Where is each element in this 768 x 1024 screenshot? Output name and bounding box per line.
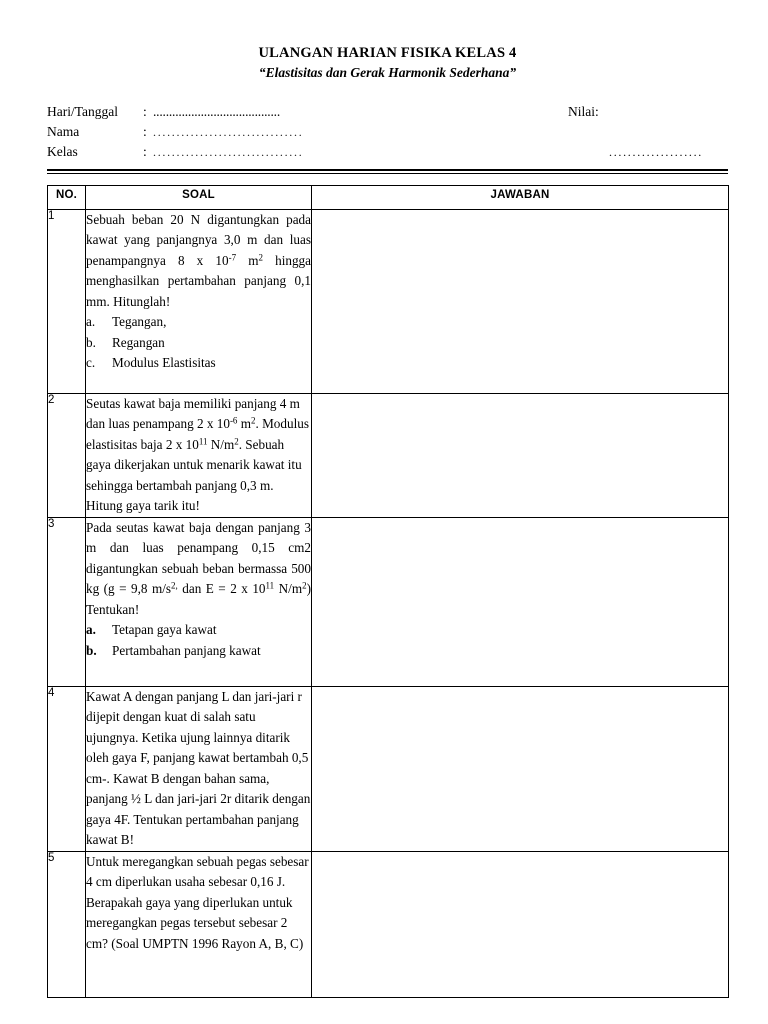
q2-exponent-4: 2 bbox=[234, 436, 239, 447]
identity-block bbox=[47, 102, 728, 162]
question-number: 3 bbox=[48, 517, 86, 686]
question-sublist bbox=[86, 620, 311, 661]
question-body: Kawat A dengan panjang L dan jari-jari r dijepit dengan kuat di salah satu ujungnya. Ketika ujung lainnya ditarik oleh gaya F, panjang kawat bertambah 0,5 cm-. Kawat B dengan bahan sama, panjang ½ L dan jari-jari 2r ditarik dengan gaya 4F. Tentukan pertambahan panjang kawat B! bbox=[86, 688, 311, 848]
table-header-row bbox=[48, 185, 729, 209]
sublist-text: Tetapan gaya kawat bbox=[112, 622, 217, 638]
question-number: 5 bbox=[48, 851, 86, 997]
header-divider bbox=[47, 169, 728, 174]
question-text bbox=[86, 517, 312, 686]
sublist-text: Tegangan, bbox=[112, 314, 167, 330]
question-number: 2 bbox=[48, 393, 86, 517]
title-block bbox=[47, 44, 728, 82]
sublist-text: Regangan bbox=[112, 334, 165, 350]
field-row-nama bbox=[47, 122, 728, 142]
sublist-item bbox=[86, 333, 311, 354]
q1-exponent-2: 2 bbox=[258, 252, 263, 263]
q2-exponent-3: 11 bbox=[198, 436, 208, 447]
question-text bbox=[86, 393, 312, 517]
colon-kelas: : bbox=[143, 143, 147, 159]
q3-seg-2: dan E = 2 x 10 bbox=[177, 581, 266, 597]
question-text bbox=[86, 851, 312, 997]
q1-lead: Sebuah beban 20 N digantungkan pada kawat yang panjangnya 3,0 m dan luas penampangnya 8 x 10 bbox=[86, 211, 311, 268]
colon-nama: : bbox=[143, 123, 147, 139]
colon-hari-tanggal: : bbox=[143, 103, 147, 119]
q3-exponent-3: 2 bbox=[302, 580, 307, 591]
sublist-item bbox=[86, 312, 311, 333]
label-hari-tanggal: Hari/Tanggal bbox=[47, 103, 119, 119]
q3-seg-1: Pada seutas kawat baja dengan panjang 3 m dan luas penampang 0,15 cm2 digantungkan sebuah beban bermassa 500 kg (g = 9,8 m/s bbox=[86, 519, 311, 597]
label-nama: Nama bbox=[47, 123, 80, 139]
sublist-marker: a. bbox=[86, 622, 96, 638]
answer-area[interactable] bbox=[312, 393, 729, 517]
question-sublist bbox=[86, 312, 311, 374]
column-header-jawaban: JAWABAN bbox=[312, 185, 729, 209]
q2-exponent-1: -6 bbox=[229, 415, 238, 426]
question-number: 1 bbox=[48, 209, 86, 393]
q3-exponent-1: 2, bbox=[171, 580, 178, 591]
q2-seg-2: m bbox=[237, 416, 251, 432]
table-row bbox=[48, 686, 729, 851]
questions-table bbox=[47, 185, 729, 998]
question-text bbox=[86, 209, 312, 393]
q1-mid: m bbox=[236, 252, 259, 268]
sublist-marker: a. bbox=[86, 314, 96, 330]
input-hari-tanggal[interactable]: ........................................ bbox=[153, 103, 281, 119]
column-header-no: NO. bbox=[48, 185, 86, 209]
label-kelas: Kelas bbox=[47, 143, 78, 159]
answer-area[interactable] bbox=[312, 851, 729, 997]
answer-area[interactable] bbox=[312, 686, 729, 851]
question-body bbox=[86, 394, 311, 517]
q1-tail: hingga menghasilkan pertambahan panjang 0,1 mm. Hitunglah! bbox=[86, 252, 311, 309]
input-nama[interactable]: ................................ bbox=[153, 124, 304, 139]
sublist-item bbox=[86, 641, 311, 662]
question-text bbox=[86, 686, 312, 851]
sublist-text: Pertambahan panjang kawat bbox=[112, 642, 261, 658]
sublist-text: Modulus Elastisitas bbox=[112, 355, 216, 371]
sublist-item bbox=[86, 353, 311, 374]
question-body: Untuk meregangkan sebuah pegas sebesar 4 cm diperlukan usaha sebesar 0,16 J. Berapakah gaya yang diperlukan untuk meregangkan pegas tersebut sebesar 2 cm? (Soal UMPTN 1996 Rayon A, B, C) bbox=[86, 853, 309, 951]
question-body bbox=[86, 210, 311, 313]
input-nilai[interactable]: .................... bbox=[609, 144, 703, 159]
answer-area[interactable] bbox=[312, 209, 729, 393]
column-header-soal: SOAL bbox=[86, 185, 312, 209]
sublist-item bbox=[86, 620, 311, 641]
q3-seg-3: N/m bbox=[274, 581, 303, 597]
q2-exponent-2: 2 bbox=[250, 415, 256, 426]
question-body bbox=[86, 518, 311, 621]
q2-seg-5: . Sebuah gaya dikerjakan untuk menarik kawat itu sehingga bertambah panjang 0,3 m. Hitung gaya tarik itu! bbox=[86, 436, 302, 514]
q1-exponent-1: -7 bbox=[228, 252, 237, 263]
input-kelas[interactable]: ................................ bbox=[153, 144, 304, 159]
answer-area[interactable] bbox=[312, 517, 729, 686]
sublist-marker: b. bbox=[86, 642, 97, 658]
question-number: 4 bbox=[48, 686, 86, 851]
q3-exponent-2: 11 bbox=[265, 580, 275, 591]
page-title: ULANGAN HARIAN FISIKA KELAS 4 bbox=[258, 45, 517, 61]
table-row bbox=[48, 393, 729, 517]
table-row bbox=[48, 209, 729, 393]
sublist-marker: b. bbox=[86, 334, 96, 350]
table-row bbox=[48, 517, 729, 686]
label-nilai: Nilai: bbox=[568, 103, 599, 119]
q2-seg-1: Seutas kawat baja memiliki panjang 4 m dan luas penampang 2 x 10 bbox=[86, 395, 300, 432]
q2-seg-3: . Modulus elastisitas baja 2 x 10 bbox=[86, 416, 309, 452]
sublist-marker: c. bbox=[86, 355, 96, 371]
field-row-hari-tanggal bbox=[47, 102, 728, 122]
q3-seg-4: ) Tentukan! bbox=[86, 581, 311, 617]
q2-seg-4: N/m bbox=[207, 436, 235, 452]
table-row bbox=[48, 851, 729, 997]
page-subtitle: “Elastisitas dan Gerak Harmonik Sederhana” bbox=[258, 65, 517, 81]
